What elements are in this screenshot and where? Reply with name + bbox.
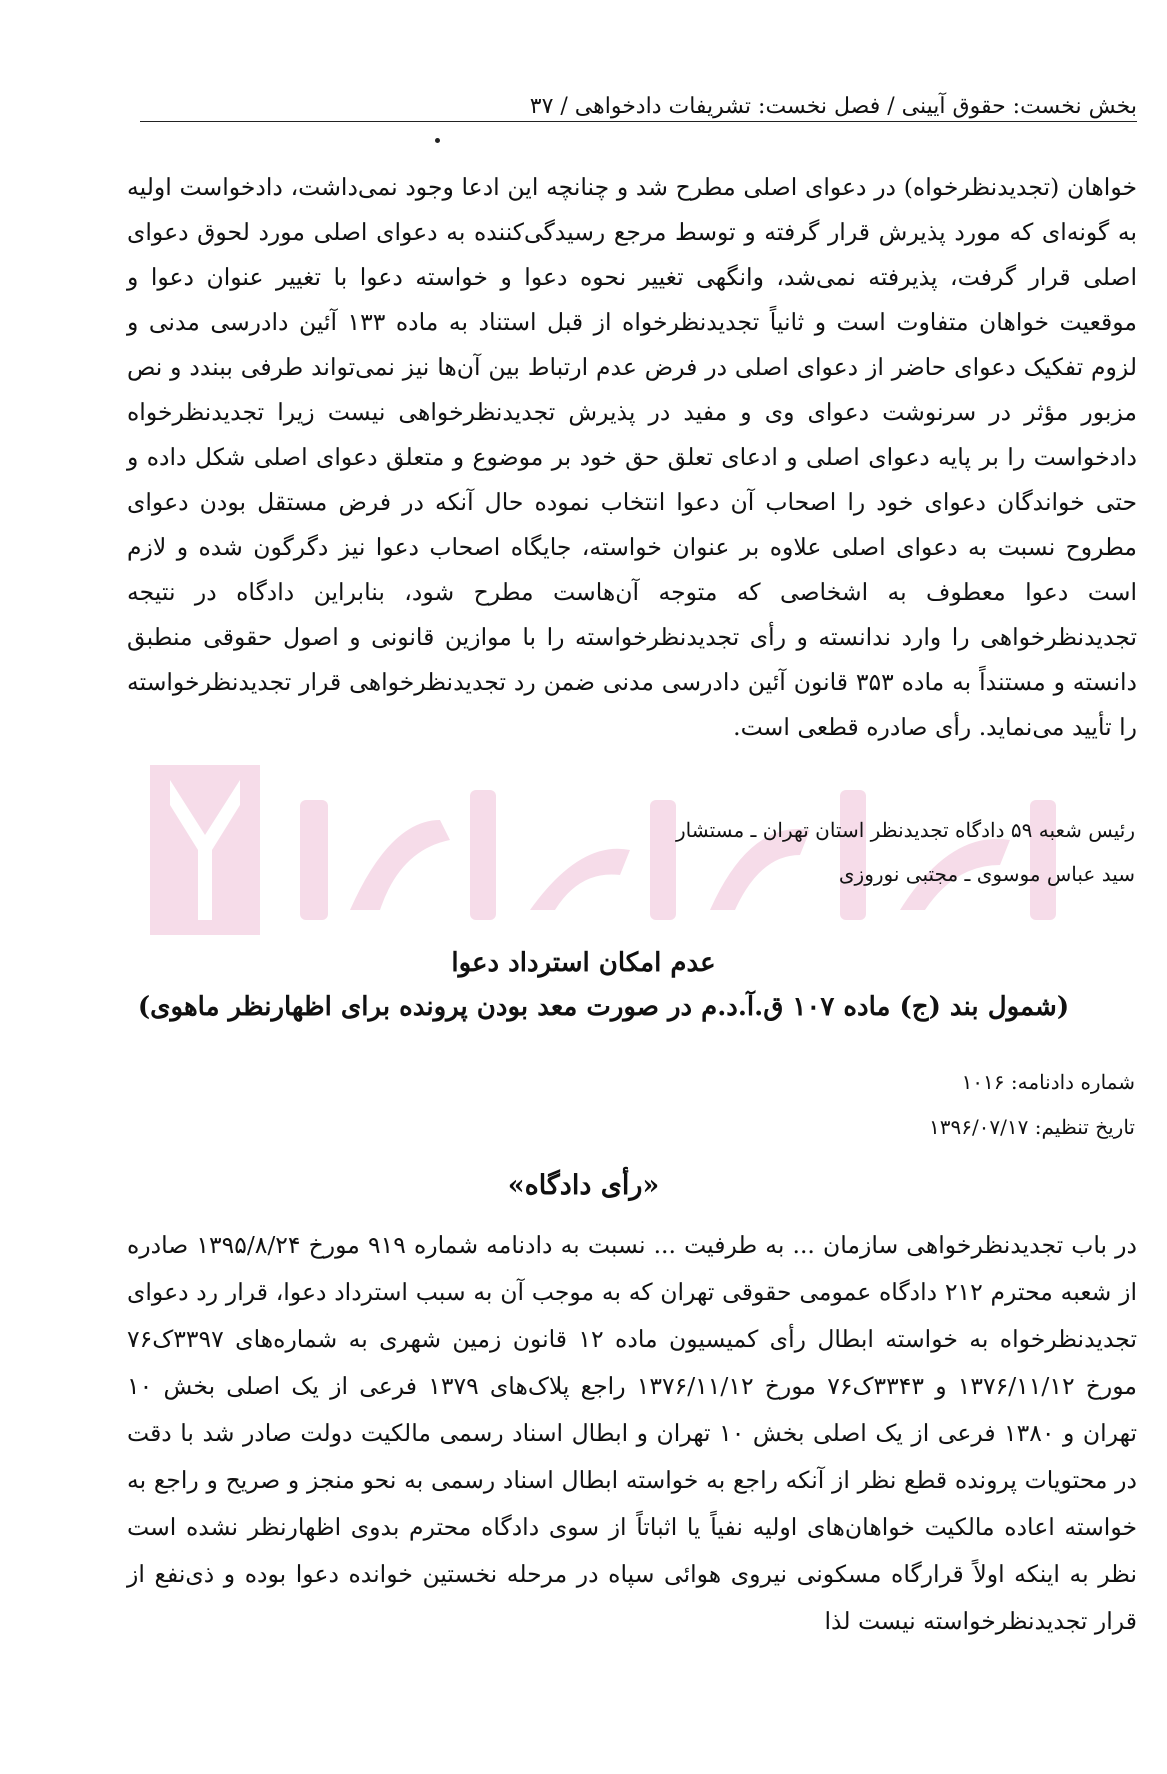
ruling-heading: «رأی دادگاه» (507, 1170, 660, 1201)
case-title: عدم امکان استرداد دعوا (451, 948, 716, 978)
case-subtitle: (شمول بند (ج) ماده ۱۰۷ ق.آ.د.م در صورت معد بودن پرونده برای اظهارنظر ماهوی) (137, 992, 1070, 1022)
body-paragraph-2: در باب تجدیدنظرخواهی سازمان ... به طرفیت ... نسبت به دادنامه شماره ۹۱۹ مورخ ۱۳۹۵/۸/۲۴ صادره از شعبه محترم ۲۱۲ دادگاه عمومی حقوقی تهران که به موجب آن به سبب استرداد دعوا، قرار رد دعوای تجدیدنظرخواه به خواسته ابطال رأی کمیسیون ماده ۱۲ قانون زمین شهری به شماره‌های ۳۳۹۷ک‌۷۶ مورخ ۱۳۷۶/۱۱/۱۲ و ۳۳۴۳ک‌۷۶ مورخ ۱۳۷۶/۱۱/۱۲ راجع پلاک‌های ۱۳۷۹ فرعی از یک اصلی بخش ۱۰ تهران و ۱۳۸۰ فرعی از یک اصلی بخش ۱۰ تهران و ابطال اسناد رسمی مالکیت دولت صادر شد با دقت در محتویات پرونده قطع نظر از آنکه راجع به خواسته ابطال اسناد رسمی به نحو منجز و صریح و راجع به خواسته اعاده مالکیت خواهان‌های اولیه نفیاً یا اثباتاً از سوی دادگاه محترم بدوی اظهارنظر نشده است نظر به اینکه اولاً قرارگاه مسکونی نیروی هوائی سپاه در مرحله نخستین خوانده دعوا بوده و ذی‌نفع از قرار تجدیدنظرخواسته نیست لذا (127, 1231, 1138, 1635)
running-header (140, 92, 1137, 132)
stray-dot (435, 138, 440, 143)
running-header-wrap (522, 92, 1137, 122)
running-header-text: بخش نخست: حقوق آیینی / فصل نخست: تشریفات دادخواهی / ۳۷ (522, 94, 1137, 119)
body-paragraph-1: خواهان (تجدیدنظرخواه) در دعوای اصلی مطرح شد و چنانچه این ادعا وجود نمی‌داشت، دادخواست اولیه به گونه‌ای که مورد پذیرش قرار گرفته و توسط مرجع رسیدگی‌کننده به دعوای اصلی مورد لحوق دعوای اصلی قرار گرفت، پذیرفته نمی‌شد، وانگهی تغییر نحوه دعوا و خواسته دعوا با تغییر عنوان دعوا و موقعیت خواهان متفاوت است و ثانیاً تجدیدنظرخواه از قبل استناد به ماده ۱۳۳ آئین دادرسی مدنی و لزوم تفکیک دعوای حاضر از دعوای اصلی در فرض عدم ارتباط بین آن‌ها نیز نمی‌تواند طرفی ببندد و نص مزبور مؤثر در سرنوشت دعوای وی و مفید در پذیرش تجدیدنظرخواهی نیست زیرا تجدیدنظرخواه دادخواست را بر پایه دعوای اصلی و ادعای تعلق حق خود بر موضوع و متعلق دعوای اصلی شکل داده و حتی خواندگان دعوای خود را اصحاب آن دعوا انتخاب نموده حال آنکه در فرض مستقل بودن دعوای مطروح نسبت به دعوای اصلی علاوه بر عنوان خواسته، جایگاه اصحاب دعوا نیز دگرگون شده و لازم است دعوا معطوف به اشخاصی که متوجه آن‌هاست مطرح شود، بنابراین دادگاه در نتیجه تجدیدنظرخواهی را وارد ندانسته و رأی تجدیدنظرخواسته را با موازین قانونی و اصول حقوقی منطبق دانسته و مستنداً به ماده ۳۵۳ قانون آئین دادرسی مدنی ضمن رد تجدیدنظرخواهی قرار تجدیدنظرخواسته را تأیید می‌نماید. رأی صادره قطعی است. (127, 173, 1137, 741)
signature-judges-line: سید عباس موسوی ـ مجتبی نوروزی (838, 862, 1135, 886)
signature-court-line: رئیس شعبه ۵۹ دادگاه تجدیدنظر استان تهران ـ مستشار (675, 818, 1135, 842)
judgment-number: شماره دادنامه: ۱۰۱۶ (961, 1070, 1135, 1094)
issue-date: تاریخ تنظیم: ۱۳۹۶/۰۷/۱۷ (928, 1115, 1135, 1139)
watermark-logo (150, 760, 1080, 940)
